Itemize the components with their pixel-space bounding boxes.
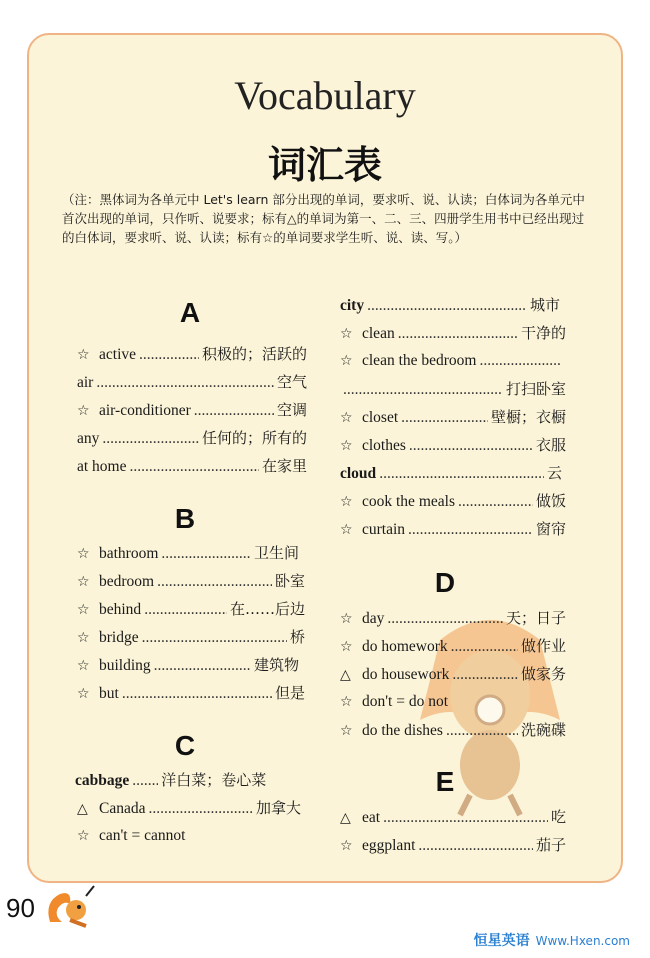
vocab-entry	[340, 349, 564, 373]
entry-word: behind	[99, 601, 142, 618]
brand-name: 恒星英语	[473, 933, 530, 949]
leader-dots	[398, 322, 518, 346]
brand-watermark	[474, 930, 630, 950]
vocab-entry	[340, 690, 566, 714]
vocab-entry	[77, 398, 307, 422]
entry-meaning: 衣服	[535, 436, 566, 454]
entry-meaning: 卧室	[274, 572, 305, 590]
vocab-entry	[340, 805, 566, 829]
mark-icon: ☆	[340, 410, 353, 426]
section-letter-b: B	[174, 503, 196, 534]
leader-dots	[343, 378, 503, 402]
entry-meaning: 打扫卧室	[505, 380, 566, 398]
entry-word: do housework	[362, 666, 450, 683]
vocab-entry	[77, 342, 307, 366]
leader-dots	[383, 806, 548, 830]
entry-meaning: 桥	[289, 628, 305, 646]
entry-word: any	[77, 430, 100, 447]
entry-word: can't = cannot	[99, 827, 186, 844]
brand-url: Www.Hxen.com	[535, 934, 630, 948]
entry-meaning: 空气	[276, 373, 307, 391]
mark-icon: ☆	[340, 611, 353, 627]
entry-word: cook the meals	[362, 493, 455, 510]
usage-note: （注：黑体词为各单元中 Let's learn 部分出现的单词，要求听、说、认读；白体词为各单元中首次出现的单词，只作听、说要求；标有△的单词为第一、二、三、四册学生用书中已经出现过的白体词，要求听、说、认读；标有☆的单词要求学生听、说、读、写。）	[62, 192, 585, 245]
entry-word: bathroom	[99, 545, 159, 562]
leader-dots	[194, 399, 274, 423]
mark-icon: ☆	[77, 602, 90, 618]
leader-dots	[148, 797, 253, 821]
entry-meaning: 云	[546, 464, 562, 482]
leader-dots	[458, 490, 533, 514]
entry-word: closet	[362, 409, 399, 426]
mark-icon: ☆	[77, 403, 90, 419]
entry-meaning: 窗帘	[535, 520, 566, 538]
entry-meaning: 但是	[274, 684, 305, 702]
entry-word: air	[77, 374, 94, 391]
vocab-entry	[340, 321, 566, 345]
vocab-entry	[340, 517, 566, 541]
vocab-entry	[77, 681, 305, 705]
entry-word: day	[362, 610, 385, 627]
leader-dots	[96, 371, 274, 395]
vocab-entry	[77, 824, 301, 848]
entry-meaning: 任何的；所有的	[201, 429, 307, 447]
mark-icon: ☆	[77, 828, 90, 844]
vocab-entry	[77, 454, 307, 478]
mark-icon: ☆	[77, 574, 90, 590]
leader-dots	[479, 349, 561, 373]
entry-word: clean the bedroom	[362, 352, 477, 369]
mark-icon: ☆	[340, 353, 353, 369]
vocab-entry	[340, 293, 560, 317]
leader-dots	[154, 654, 251, 678]
leader-dots	[408, 518, 533, 542]
entry-word: but	[99, 685, 119, 702]
entry-meaning: 干净的	[520, 324, 566, 342]
leader-dots	[367, 294, 527, 318]
entry-word: curtain	[362, 521, 406, 538]
leader-dots	[161, 542, 251, 566]
mark-icon: ☆	[340, 723, 353, 739]
entry-meaning: 空调	[276, 401, 307, 419]
mark-icon: △	[340, 810, 351, 826]
entry-meaning: 做家务	[520, 665, 566, 683]
entry-meaning: 洋白菜；卷心菜	[161, 771, 267, 789]
section-letter-a: A	[179, 297, 201, 328]
vocab-entry	[77, 653, 299, 677]
entry-word: eggplant	[362, 837, 416, 854]
mark-icon: △	[340, 667, 351, 683]
page-number: 90	[6, 893, 35, 923]
vocab-entry	[77, 625, 305, 649]
vocab-entry	[77, 426, 307, 450]
entry-meaning: 茄子	[535, 836, 566, 854]
page-title-chinese: 词汇表	[267, 143, 382, 187]
mark-icon: ☆	[77, 546, 90, 562]
vocab-entry	[340, 433, 566, 457]
entry-meaning: 在家里	[261, 457, 307, 475]
entry-meaning: 卫生间	[253, 544, 299, 562]
leader-dots	[446, 719, 518, 743]
section-letter-c: C	[174, 730, 196, 761]
mark-icon: ☆	[340, 326, 353, 342]
vocab-entry	[340, 718, 566, 742]
entry-meaning: 积极的；活跃的	[201, 345, 307, 363]
entry-word: air-conditioner	[99, 402, 191, 419]
entry-meaning: 吃	[550, 808, 566, 826]
vocab-entry	[340, 606, 566, 630]
page-title-english: Vocabulary	[234, 73, 416, 118]
vocab-entry	[340, 377, 566, 401]
entry-meaning: 在……后边	[229, 600, 305, 618]
vocab-entry	[77, 569, 305, 593]
entry-word: clothes	[362, 437, 406, 454]
vocab-entry	[77, 796, 301, 820]
entry-meaning: 加拿大	[255, 799, 301, 817]
entry-word: cabbage	[75, 772, 130, 789]
leader-dots	[452, 663, 518, 687]
section-letter-d: D	[434, 567, 456, 598]
mark-icon: ☆	[77, 347, 90, 363]
entry-word: Canada	[99, 800, 146, 817]
leader-dots	[139, 343, 199, 367]
leader-dots	[142, 626, 287, 650]
entry-meaning: 城市	[529, 296, 560, 314]
vocab-entry	[340, 461, 562, 485]
vocab-entry	[77, 541, 299, 565]
entry-meaning: 壁橱；衣橱	[490, 408, 566, 426]
mark-icon: ☆	[340, 494, 353, 510]
entry-word: bedroom	[99, 573, 155, 590]
leader-dots	[418, 834, 533, 858]
entry-word: don't = do not	[362, 693, 449, 710]
mark-icon: ☆	[77, 630, 90, 646]
mark-icon: ☆	[340, 694, 353, 710]
mark-icon: ☆	[340, 639, 353, 655]
entry-word: eat	[362, 809, 381, 826]
leader-dots	[387, 607, 503, 631]
squirrel-icon	[42, 882, 98, 932]
mark-icon: △	[77, 801, 88, 817]
leader-dots	[144, 598, 227, 622]
entry-word: cloud	[340, 465, 377, 482]
vocab-entry	[340, 662, 566, 686]
entry-word: city	[340, 297, 365, 314]
vocab-entry	[340, 405, 566, 429]
leader-dots	[132, 769, 158, 793]
vocab-entry	[340, 489, 566, 513]
mark-icon: ☆	[77, 658, 90, 674]
leader-dots	[409, 434, 533, 458]
leader-dots	[102, 427, 199, 451]
vocab-entry	[77, 370, 307, 394]
entry-word: active	[99, 346, 137, 363]
entry-meaning: 建筑物	[253, 656, 299, 674]
entry-word: do homework	[362, 638, 448, 655]
leader-dots	[122, 682, 272, 706]
entry-word: do the dishes	[362, 722, 443, 739]
entry-word: bridge	[99, 629, 139, 646]
entry-meaning: 做作业	[520, 637, 566, 655]
entry-meaning: 洗碗碟	[520, 721, 566, 739]
vocab-entry	[75, 768, 305, 792]
mark-icon: ☆	[340, 522, 353, 538]
mark-icon: ☆	[77, 686, 90, 702]
leader-dots	[401, 406, 488, 430]
leader-dots	[451, 635, 518, 659]
leader-dots	[157, 570, 272, 594]
mark-icon: ☆	[340, 438, 353, 454]
section-letter-e: E	[435, 766, 455, 797]
entry-word: clean	[362, 325, 395, 342]
entry-word: building	[99, 657, 151, 674]
vocab-entry	[340, 833, 566, 857]
vocab-entry	[340, 634, 566, 658]
entry-meaning: 天；日子	[505, 609, 566, 627]
entry-word: at home	[77, 458, 127, 475]
entry-meaning: 做饭	[535, 492, 566, 510]
mark-icon: ☆	[340, 838, 353, 854]
leader-dots	[379, 462, 544, 486]
leader-dots	[130, 455, 259, 479]
vocab-entry	[77, 597, 305, 621]
